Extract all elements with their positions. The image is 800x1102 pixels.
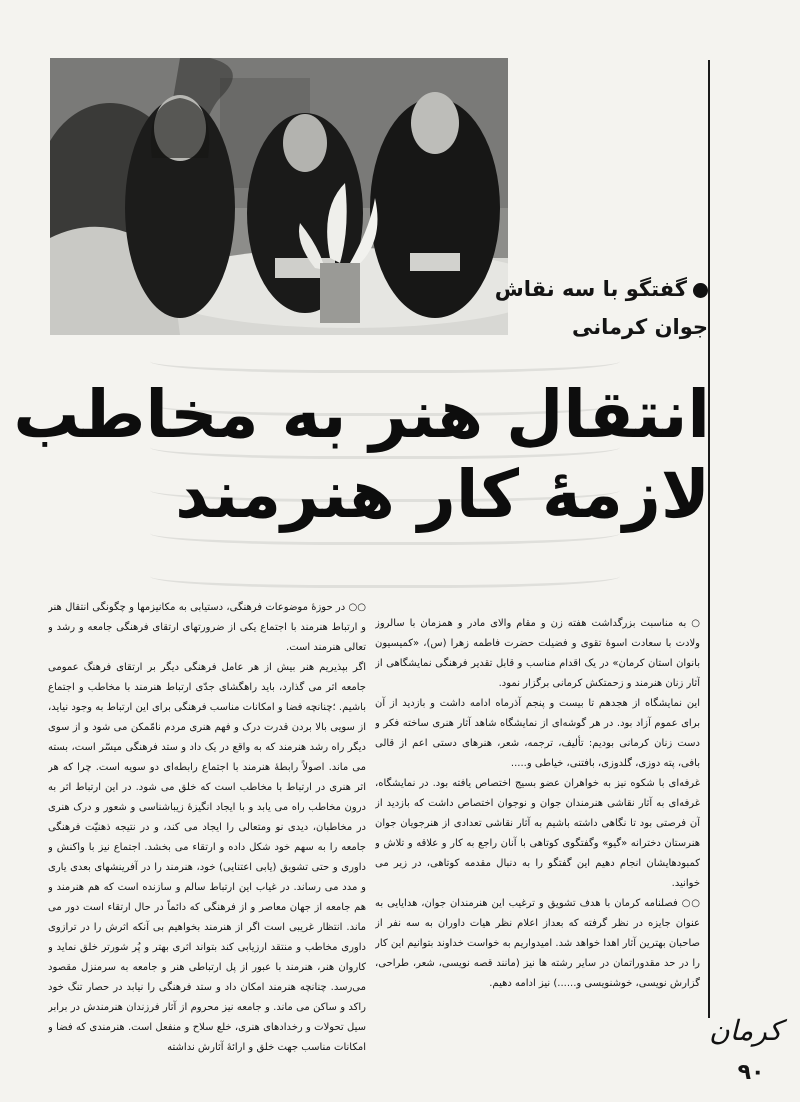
text-column-right (375, 614, 700, 1026)
kicker-text-1: گفتگو با سه نقاش (494, 277, 687, 301)
kicker-line-1 (428, 270, 708, 308)
page-number: ۹۰ (737, 1060, 765, 1085)
article-kicker (428, 270, 708, 346)
article-title-line-1: انتقال هنر به مخاطب (13, 376, 710, 453)
vertical-rule (708, 60, 710, 1018)
paragraph: این نمایشگاه از هجدهم تا بیست و پنجم آذرماه ادامه داشت و بازدید از آن برای عموم آزاد بود. در هر گوشه‌ای از نمایشگاه شاهد آثار هنری ساخته فکر و دست زنان کرمانی بودیم: تألیف، ترجمه، شعر، هنرهای دستی اعم از قالی بافی، پته دوزی، گلدوزی، بافتنی، خیاطی و..... (375, 698, 700, 769)
magazine-logo: کرمان (709, 1014, 782, 1047)
bullet-icon (693, 283, 708, 298)
paragraph: ○ به مناسبت بزرگداشت هفته زن و مقام والای مادر و همزمان با سالروز ولادت با سعادت اسوۀ تقوی و فضیلت حضرت فاطمه زهرا (س)، «کمیسیون بانوان استان کرمان» در یک اقدام مناسب و قابل تقدیر فرهنگی نمایشگاهی از آثار زنان هنرمند و زحمتکش کرمانی برگزار نمود. (375, 618, 700, 689)
paragraph: اگر بپذیریم هنر بیش از هر عامل فرهنگی دیگر بر ارتقای فرهنگ عمومی جامعه اثر می گذارد، باید راهگشای جدّی ارتباط هنرمند با مخاطب و اجتماع باشیم. ؛چنانچه فضا و امکانات مناسب فرهنگی برای این ارتباط به وجود نیاید، از سویی بالا بردن قدرت درک و فهم هنری مردم نامّمکن می شود و از سوی دیگر راه رشد هنرمند که به واقع در یک داد و ستد فرهنگی میسّر است، بسته می ماند. اصولاً رابطۀ هنرمند با اجتماع رابطه‌ای دو سویه است. چرا که هر اثر هنری در ارتباط با مخاطب است که خلق می شود. در این ارتباط اثر به درون مخاطب راه می یابد و با ایجاد انگیزۀ زیباشناسی و شعور و درک هنری در مخاطبان، دیدی نو ومتعالی را ایجاد می کند، و در نتیجه ذهنیّت فرهنگی جامعه را به سهم خود شکل داده و ارتقاء می بخشد. اجتماع نیز با واکنش و داوری و حتی تشویق (یابی اعتنایی) خود، هنرمند را در آفرینشهای بعدی یاری و مدد می رساند. در غیاب این ارتباط سالم و سازنده است که هم هنرمند و هم جامعه از جهان معاصر و از فرهنگی که دائماً در حال ارتقاء است دور می ماند. انتظار غریبی است اگر از هنرمند بخواهیم بی آنکه اثرش را در ترازوی داوری مخاطب و منتقد ارزیابی کند بتواند اثری بهتر و پُر شورتر خلق نماید و کاروان هنر، هنرمند با عبور از پل ارتباطی هنر و جامعه به سرمنزل مقصود می‌رسد. چنانچه هنرمند امکان داد و ستد فرهنگی را نیابد در حصار تنگ خود راکد و ساکن می ماند. و جامعه نیز محروم از آثار فرزندان هنرمندش در برابر سیل تحولات و رخدادهای هنری، خلع سلاح و منفعل است. هنرمندی که فضا و امکانات مناسب جهت خلق و ارائۀ آثارش نداشته (48, 662, 366, 1053)
article-title-line-2: لازمۀ کار هنرمند (175, 456, 710, 533)
paragraph: غرفه‌ای با شکوه نیز به خواهران عضو بسیج اختصاص یافته بود. در نمایشگاه، غرفه‌ای به آثار نقاشی هنرمندان جوان و نوجوان اختصاص داشت که بازدید از آن فرصتی بود تا نگاهی داشته باشیم به آثار نقاشی تعدادی از هنرجویان جوان هنرستان دخترانه «گیو» وگفتگوی کوتاهی با آنان راجع به کار و علاقه و تلاش و کمبودهایشان انجام دهیم این گفتگو را به دنبال مقدمه کوتاهی، در زیر می خوانید. (375, 778, 700, 889)
kicker-line-2: جوان کرمانی (571, 315, 708, 339)
text-column-left (48, 598, 366, 1086)
paragraph: ○○ فصلنامه کرمان با هدف تشویق و ترغیب این هنرمندان جوان، هدایایی به عنوان جایزه در نظر گرفته که بعداز اعلام نظر هیات داوران به سه نفر از صاحبان بهترین آثار اهدا خواهد شد. امیدواریم به خواست خداوند بتوانیم این کار را در حد مقدوراتمان در سایر رشته ها نیز (مانند قصه نویسی، شعر، طراحی، گزارش نویسی، خوشنویسی و......) نیز ادامه دهیم. (375, 898, 700, 989)
paragraph: ○○ در حوزۀ موضوعات فرهنگی، دستیابی به مکانیزمها و چگونگی انتقال هنر و ارتباط هنرمند با اجتماع یکی از ضرورتهای ارتقای فرهنگی جامعه و رشد و تعالی هنرمند است. (48, 602, 366, 653)
